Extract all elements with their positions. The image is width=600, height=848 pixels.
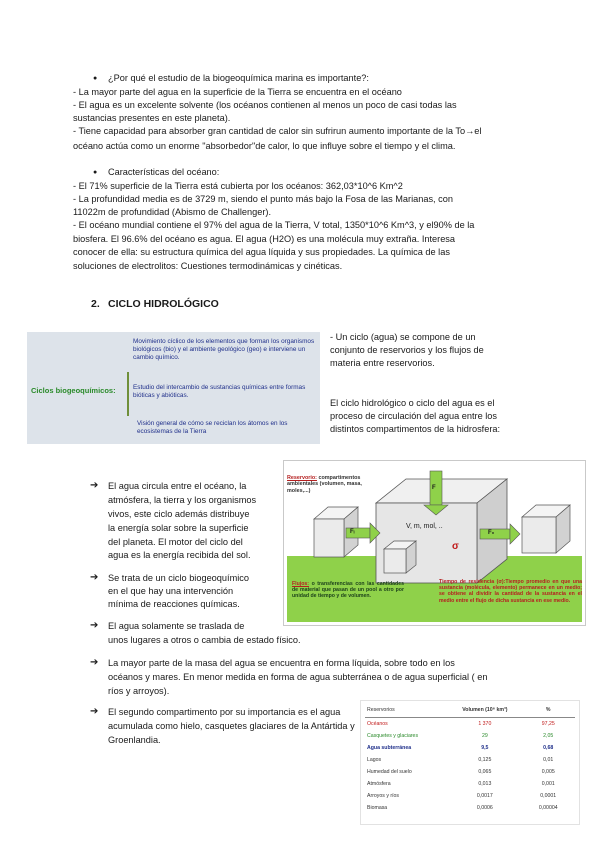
flux-out-label: F₀: [488, 530, 495, 536]
char-line: - La profundidad media es de 3729 m, siendo el punto más bajo la Fosa de las Marianas, con: [73, 194, 453, 204]
table-cell: 0,68: [543, 745, 554, 751]
table-cell: 0,00004: [538, 805, 558, 811]
section-number: 2.: [91, 298, 100, 310]
ciclos-box: [27, 332, 320, 444]
table-cell: 29: [481, 733, 488, 739]
cycle-def: - Un ciclo (agua) se compone de un: [330, 332, 476, 342]
reservoir-table-card: [360, 700, 580, 825]
intro-question: ¿Por qué el estudio de la biogeoquímica marina es importante?:: [108, 73, 369, 83]
flux-in-label: Fᵢ: [350, 529, 355, 535]
sigma-symbol: σ: [452, 541, 459, 552]
bullet-line: la energía solar sobre la superficie: [108, 523, 249, 533]
intro-line: - Tiene capacidad para absorber gran cantidad de calor sin sufrirun aumento importante de la To→el: [73, 126, 482, 136]
reservoir-diagram: [283, 460, 586, 626]
bullet-line: vivos, este ciclo además distribuye: [108, 509, 250, 519]
hydro-def: El ciclo hidrológico o ciclo del agua es el: [330, 398, 495, 408]
table-cell: Atmósfera: [367, 781, 391, 787]
table-row: [365, 802, 575, 814]
intro-line: océano actúa como un enorme "absorbedor"de calor, lo que influye sobre el tiempo y el clima.: [73, 141, 456, 151]
bullet-line: Se trata de un ciclo biogeoquímico: [108, 573, 249, 583]
table-row: [365, 718, 575, 731]
table-cell: 0,065: [478, 769, 492, 775]
table-cell: 0,01: [543, 757, 554, 763]
table-cell: 0,001: [541, 781, 555, 787]
table-cell: 0,013: [478, 781, 492, 787]
header-cell: Reservorios: [365, 703, 448, 718]
table-cell: 2,05: [543, 733, 554, 739]
arrow-icon: ➔: [90, 620, 99, 631]
bullet-line: Groenlandia.: [108, 735, 161, 745]
bullet-line: del planeta. El motor del ciclo del: [108, 537, 243, 547]
char-line: - El océano mundial contiene el 97% del agua de la Tierra, V total, 1350*10^6 Km^3, y el90% de la: [73, 220, 475, 230]
table-cell: Arroyos y ríos: [367, 793, 399, 799]
table-cell: 0,0001: [540, 793, 557, 799]
table-cell: 0,125: [478, 757, 492, 763]
bullet-line: El agua circula entre el océano, la: [108, 481, 247, 491]
fluxes-note-red: Flujos:: [292, 581, 310, 587]
arrow-icon: ➔: [90, 657, 99, 668]
fluxes-note: [292, 581, 404, 600]
hydro-def: distintos compartimentos de la hidrosfera:: [330, 424, 501, 434]
hydro-def: proceso de circulación del agua entre los: [330, 411, 498, 421]
table-row: [365, 778, 575, 790]
reservoir-table: [365, 703, 575, 814]
table-row: [365, 742, 575, 754]
ciclos-label: Ciclos biogeoquímicos:: [31, 386, 116, 395]
table-cell: Océanos: [367, 721, 388, 727]
arrow-icon: ➔: [90, 572, 99, 583]
residence-note: Tiempo de residencia (σ):Tiempo promedio en que una sustancia (molécula, elemento) permanece en un medio; se obtiene al dividir la cantidad de la sustancia en el medio entre el flujo de dicha sustancia en ese medio.: [439, 579, 582, 604]
reservoir-title: [287, 475, 377, 494]
bullet-line: La mayor parte de la masa del agua se encuentra en forma líquida, sobre todo en los: [108, 658, 455, 668]
arrow-icon: ➔: [90, 480, 99, 491]
table-cell: Biomasa: [367, 805, 388, 811]
bullet-dot: ●: [93, 169, 98, 176]
table-cell: Casquetes y glaciares: [367, 733, 419, 739]
bullet-line: unos lugares a otros o cambia de estado físico.: [108, 635, 301, 645]
char-line: conocer de ella: su estructura química del agua líquida y sus propiedades. La química de las: [73, 247, 450, 257]
bullet-line: El segundo compartimento por su importancia es el agua: [108, 707, 341, 717]
cycle-def: conjunto de reservorios y los flujos de: [330, 345, 484, 355]
table-cell: 0,0017: [476, 793, 493, 799]
table-row: [365, 790, 575, 802]
ciclos-item: Visión general de cómo se reciclan los átomos en los ecosistemas de la Tierra: [137, 420, 288, 435]
bullet-line: agua es la energía recibida del sol.: [108, 550, 251, 560]
table-cell: 0,0006: [476, 805, 493, 811]
bullet-line: El agua solamente se traslada de: [108, 621, 245, 631]
intro-line: - La mayor parte del agua en la superficie de la Tierra se encuentra en el océano: [73, 87, 402, 97]
bullet-line: mínima de reacciones químicas.: [108, 599, 240, 609]
table-cell: 9,5: [481, 745, 489, 751]
table-row: [365, 766, 575, 778]
ciclos-item: Movimiento cíclico de los elementos que forman los organismos biológicos (bio) y el ambiente geológico (geo) e interviene un cambio químico.: [133, 338, 315, 361]
char-line: 11022m de profundidad (Abismo de Challenger).: [73, 207, 271, 217]
table-cell: 1 370: [478, 721, 492, 727]
table-row: [365, 730, 575, 742]
bullet-line: acumulada como hielo, casquetes glaciares de la Antártida y: [108, 721, 355, 731]
section-title: CICLO HIDROLÓGICO: [108, 298, 219, 310]
cube-label: V, m, mol, ..: [406, 523, 443, 530]
intro-line: sustancias presentes en este planeta).: [73, 113, 231, 123]
table-header: [365, 703, 575, 718]
char-line: - El 71% superficie de la Tierra está cubierta por los océanos: 362,03*10^6 Km^2: [73, 181, 403, 191]
bullet-line: en el que hay una intervención: [108, 586, 234, 596]
reservoir-title-rest: compartimentos ambientales (volumen, masa, moles,...): [287, 475, 362, 494]
table-cell: Lagos: [367, 757, 382, 763]
brace-line: [127, 372, 129, 416]
header-cell: Volumen (10⁶ km³): [448, 703, 521, 718]
char-line: biosfera. El 96.6% del océano es agua. El agua (H2O) es una molécula muy extraña. Interesa: [73, 234, 456, 244]
table-cell: 97,25: [541, 721, 555, 727]
bullet-line: océanos y mares. En menor medida en forma de agua subterránea o de agua superficial ( en: [108, 672, 488, 682]
char-line: soluciones de electrolitos: Cuestiones termodinámicas y cinéticas.: [73, 261, 343, 271]
bullet-line: atmósfera, la tierra y los organismos: [108, 495, 257, 505]
table-cell: Humedad del suelo: [367, 769, 412, 775]
reservoir-title-red: Reservorio:: [287, 475, 317, 481]
cycle-def: materia entre reservorios.: [330, 358, 435, 368]
header-cell: %: [521, 703, 575, 718]
bullet-line: ríos y arroyos).: [108, 686, 170, 696]
table-cell: Agua subterránea: [367, 745, 412, 751]
fluxes-note-rest: o transferencias con las cantidades de material que pasan de un pool a otro por unidad de tiempo y de volumen.: [292, 581, 404, 600]
characteristics-title: Características del océano:: [108, 167, 220, 177]
intro-line: - El agua es un excelente solvente (los océanos contienen al menos un poco de casi todas las: [73, 100, 457, 110]
bullet-dot: ●: [93, 75, 98, 82]
flux-label: F: [432, 485, 436, 491]
table-row: [365, 754, 575, 766]
table-cell: 0,005: [541, 769, 555, 775]
ciclos-item: Estudio del intercambio de sustancias químicas entre formas bióticas y abióticas.: [133, 384, 306, 399]
arrow-icon: ➔: [90, 706, 99, 717]
